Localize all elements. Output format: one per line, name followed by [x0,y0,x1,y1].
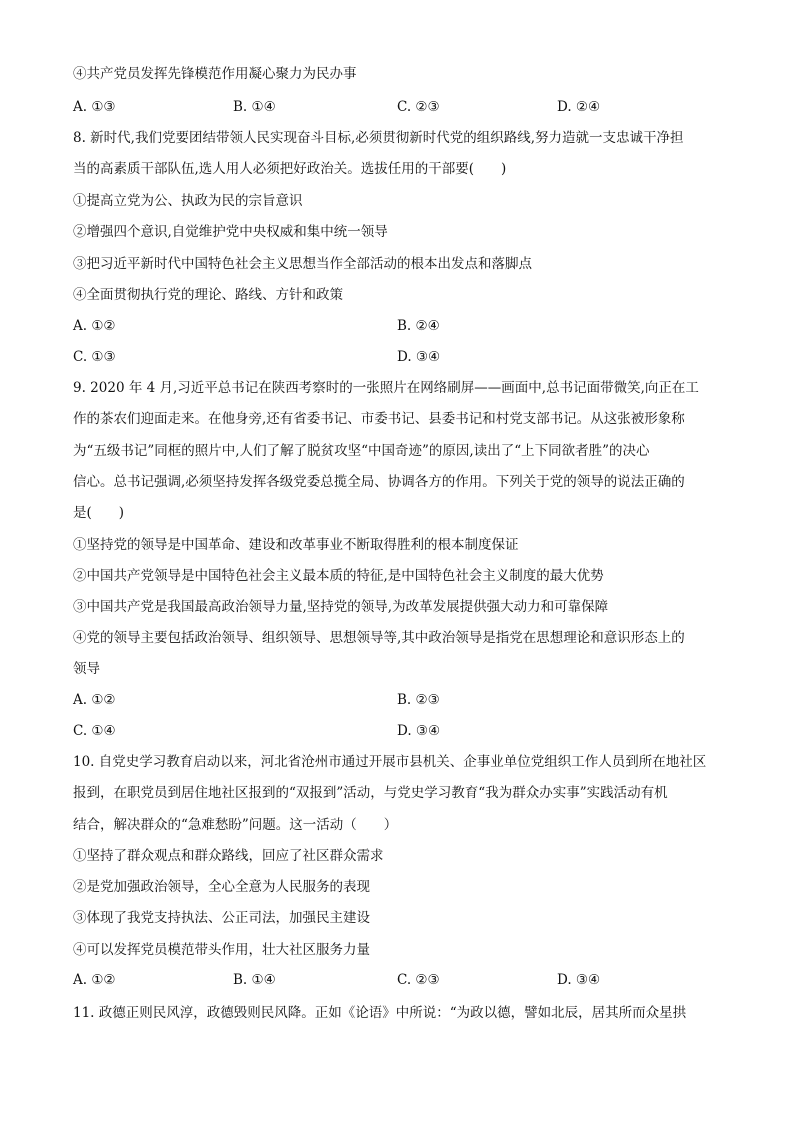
q8-stem-line-1: 8. 新时代,我们党要团结带领人民实现奋斗目标,必须贯彻新时代党的组织路线,努力造就一支忠诚干净担 [73,130,684,146]
q9-item-2: ②中国共产党领导是中国特色社会主义最本质的特征,是中国特色社会主义制度的最大优势 [73,568,604,584]
q10-item-1: ①坚持了群众观点和群众路线，回应了社区群众需求 [73,848,384,864]
q8-stem-line-2: 当的高素质干部队伍,选人用人必须把好政治关。选拔任用的干部要( ) [73,161,507,177]
q7-option-a: A. ①③ [73,99,116,115]
q7-option-b: B. ①④ [233,99,276,115]
q9-stem-line-1: 9. 2020 年 4 月,习近平总书记在陕西考察时的一张照片在网络刷屏——画面中,总书记面带微笑,向正在工 [73,380,699,396]
q10-option-a: A. ①② [73,972,116,988]
q10-item-3: ③体现了我党支持执法、公正司法，加强民主建设 [73,910,370,926]
q10-item-4: ④可以发挥党员模范带头作用，壮大社区服务力量 [73,942,370,958]
q9-item-4-cont: 领导 [73,661,100,677]
q8-item-2: ②增强四个意识,自觉维护党中央权威和集中统一领导 [73,224,388,240]
q9-stem-line-5: 是( ) [73,505,125,521]
q8-item-4: ④全面贯彻执行党的理论、路线、方针和政策 [73,287,343,303]
q8-item-1: ①提高立党为公、执政为民的宗旨意识 [73,193,303,209]
q9-stem-line-4: 信心。总书记强调,必须坚持发挥各级党委总揽全局、协调各方的作用。下列关于党的领导的说法正确的 [73,474,685,490]
q9-item-1: ①坚持党的领导是中国革命、建设和改革事业不断取得胜利的根本制度保证 [73,537,519,553]
q10-stem-line-2: 报到，在职党员到居住地社区报到的“双报到”活动，与党史学习教育“我为群众办实事”实践活动有机 [73,785,668,801]
q9-stem-line-2: 作的茶农们迎面走来。在他身旁,还有省委书记、市委书记、县委书记和村党支部书记。从这张被形象称 [73,411,685,427]
q10-option-d: D. ③④ [557,972,601,988]
q9-item-4: ④党的领导主要包括政治领导、组织领导、思想领导等,其中政治领导是指党在思想理论和意识形态上的 [73,630,685,646]
q9-stem-line-3: 为“五级书记”同框的照片中,人们了解了脱贫攻坚“中国奇迹”的原因,读出了“上下同欲者胜”的决心 [73,443,650,459]
q8-option-c: C. ①③ [73,349,116,365]
q7-option-c: C. ②③ [397,99,440,115]
q8-item-3: ③把习近平新时代中国特色社会主义思想当作全部活动的根本出发点和落脚点 [73,256,532,272]
q8-option-b: B. ②④ [397,318,440,334]
q9-option-c: C. ①④ [73,723,116,739]
q10-option-c: C. ②③ [397,972,440,988]
q7-item-4: ④共产党员发挥先锋模范作用凝心聚力为民办事 [73,66,357,82]
q9-option-d: D. ③④ [397,723,441,739]
q9-item-3: ③中国共产党是我国最高政治领导力量,坚持党的领导,为改革发展提供强大动力和可靠保障 [73,599,609,615]
q9-option-b: B. ②③ [397,692,440,708]
q8-option-d: D. ③④ [397,349,441,365]
q11-stem-line-1: 11. 政德正则民风淳，政德毁则民风降。正如《论语》中所说：“为政以德，譬如北辰，居其所而众星拱 [73,1005,687,1021]
q10-item-2: ②是党加强政治领导，全心全意为人民服务的表现 [73,879,370,895]
q8-option-a: A. ①② [73,318,116,334]
q7-option-d: D. ②④ [557,99,601,115]
q9-option-a: A. ①② [73,692,116,708]
q10-option-b: B. ①④ [233,972,276,988]
q10-stem-line-1: 10. 自党史学习教育启动以来，河北省沧州市通过开展市县机关、企事业单位党组织工作人员到所在地社区 [73,754,707,770]
q10-stem-line-3: 结合，解决群众的“急难愁盼”问题。这一活动（ ） [73,817,398,833]
